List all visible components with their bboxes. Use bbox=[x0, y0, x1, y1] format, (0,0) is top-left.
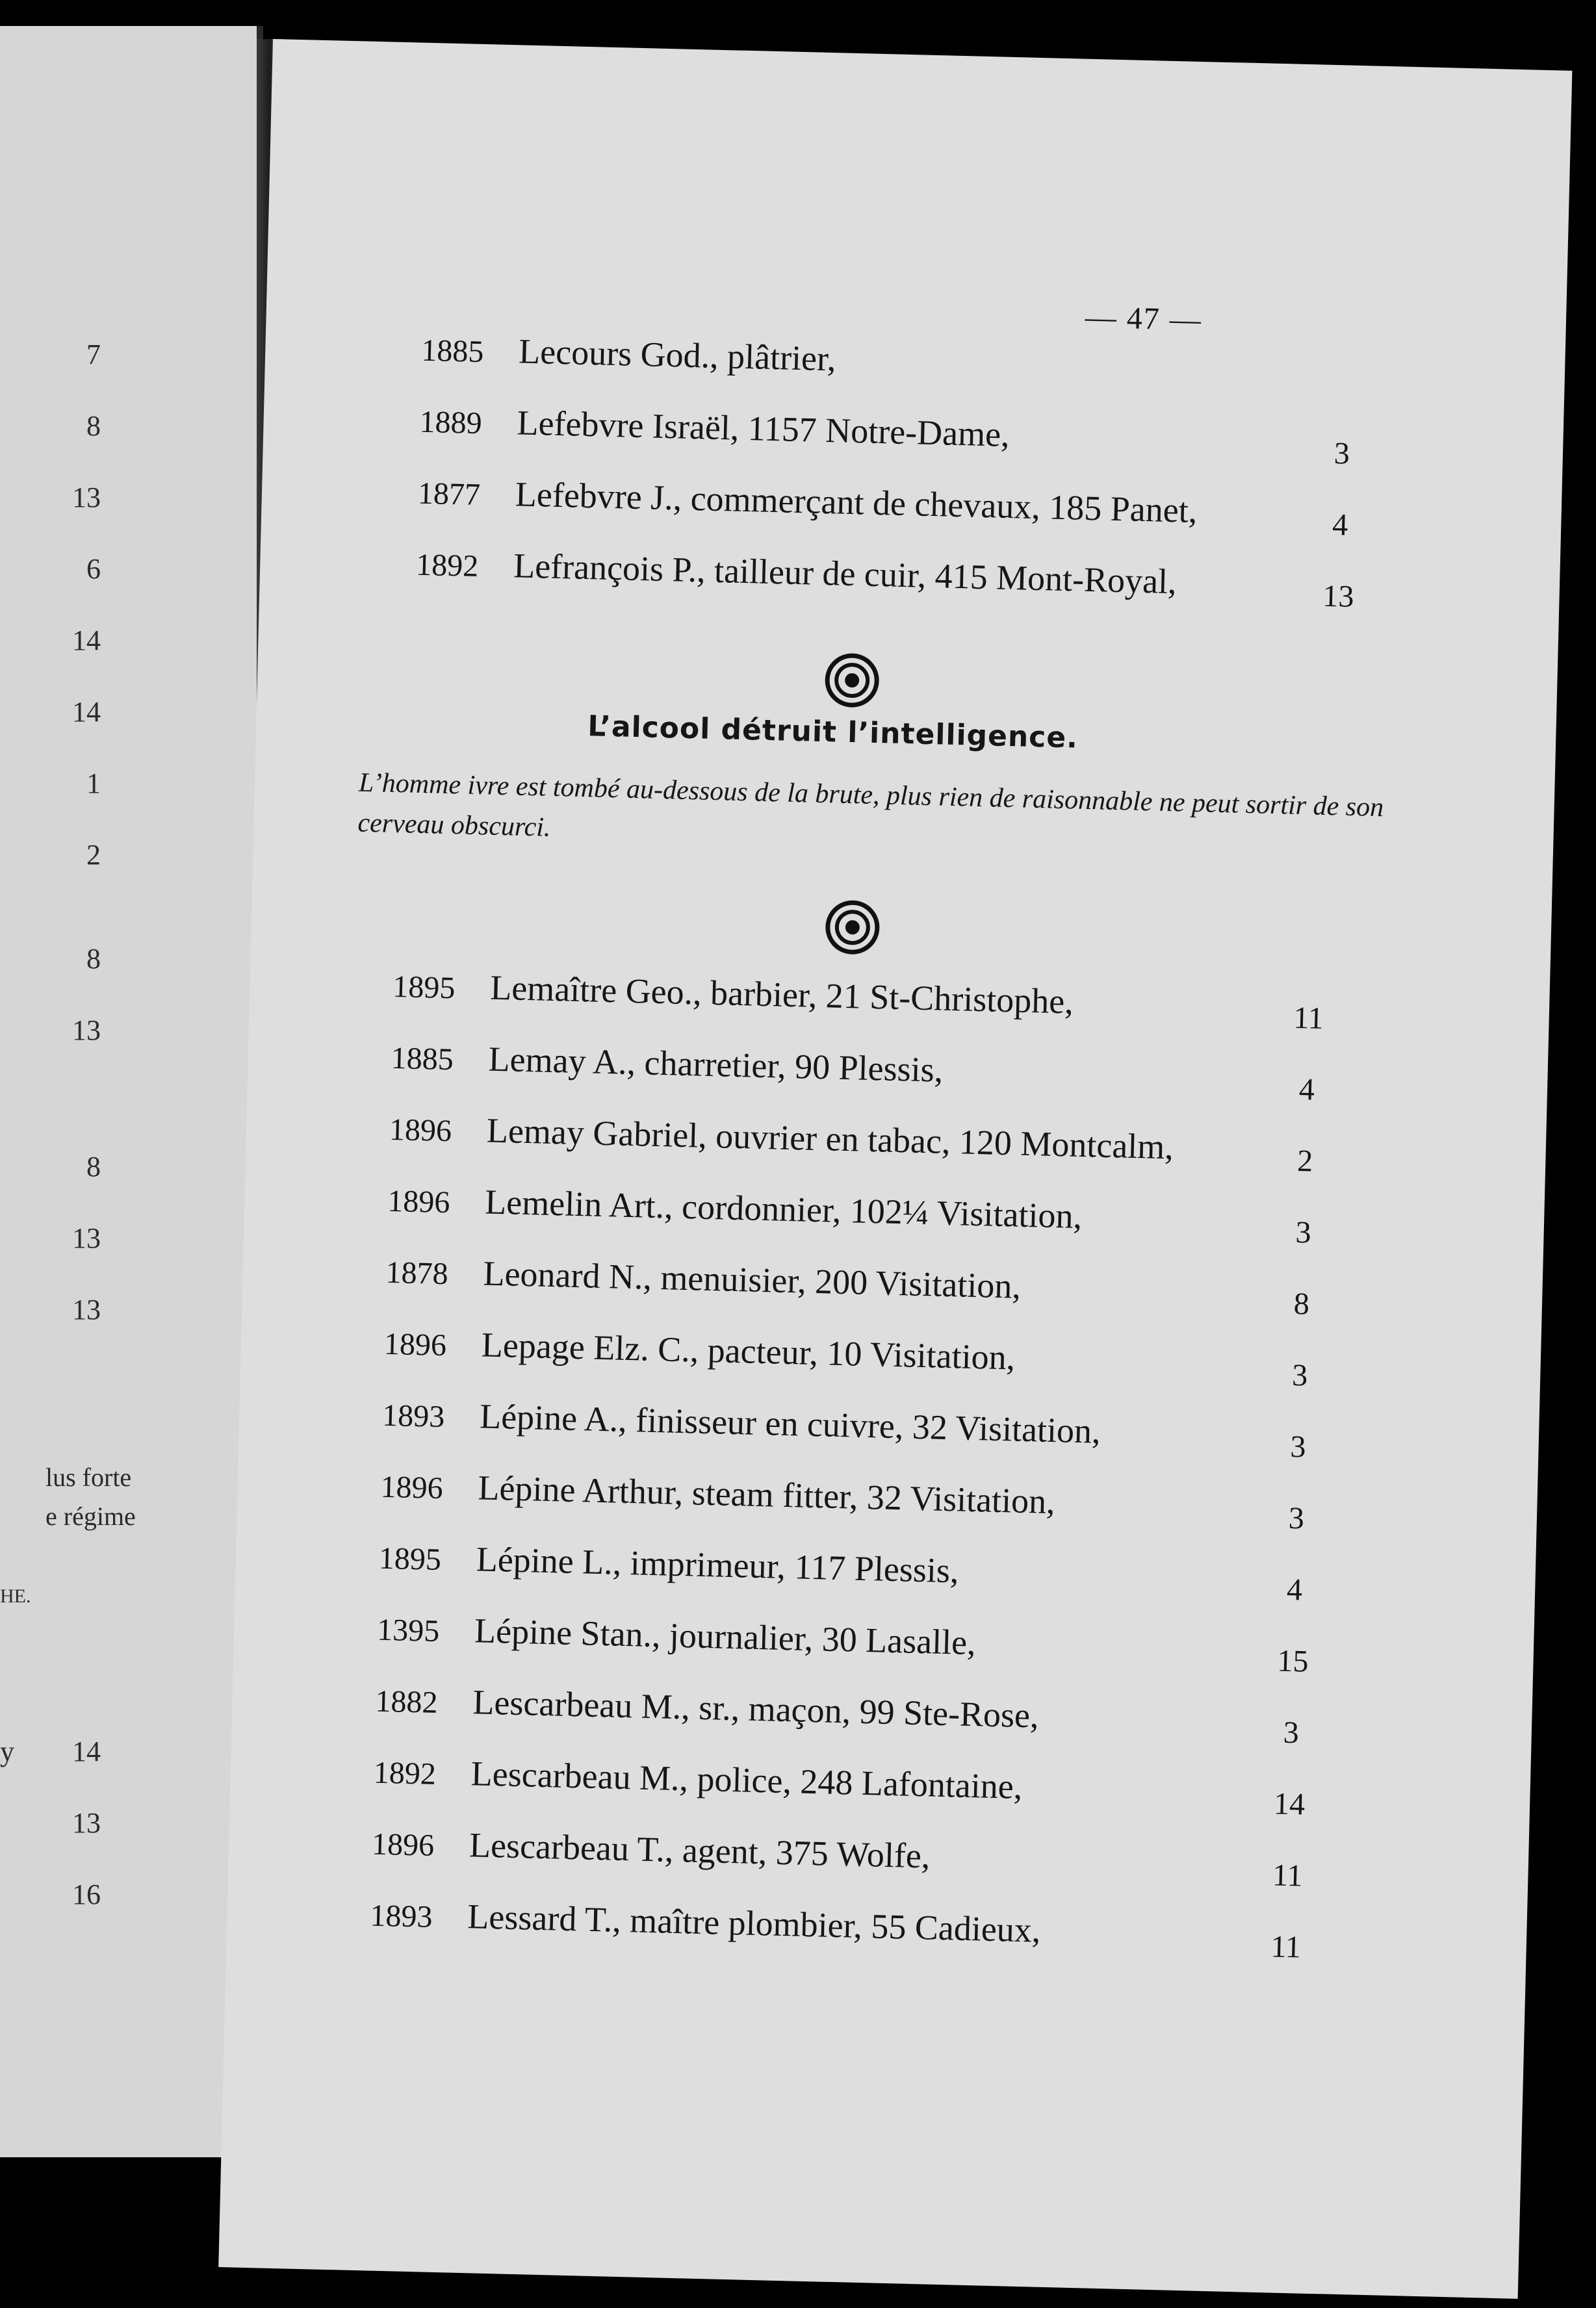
entry-count: 14 bbox=[1273, 1786, 1306, 1822]
entry-text: Lepage Elz. C., pacteur, 10 Visitation, bbox=[481, 1325, 1016, 1378]
entry-row bbox=[416, 543, 1178, 602]
entry-text: Lefebvre J., commerçant de chevaux, 185 Panet, bbox=[515, 474, 1198, 530]
entry-row bbox=[377, 1608, 977, 1663]
left-fragment: e régime bbox=[45, 1502, 136, 1531]
entry-count: 11 bbox=[1293, 1000, 1324, 1036]
entry-year: 1889 bbox=[419, 404, 483, 441]
entry-row bbox=[385, 1251, 1022, 1307]
left-page-number: 13 bbox=[72, 1014, 101, 1046]
left-page-number: 8 bbox=[86, 410, 101, 442]
left-page-number: 14 bbox=[72, 624, 101, 656]
entry-text: Lefrançois P., tailleur de cuir, 415 Mont-Royal, bbox=[513, 546, 1178, 602]
entry-row bbox=[419, 400, 1010, 455]
entry-count: 3 bbox=[1333, 436, 1350, 471]
entry-count: 3 bbox=[1291, 1357, 1308, 1393]
entry-row bbox=[387, 1179, 1083, 1237]
main-page bbox=[218, 39, 1572, 2299]
entry-text: Lefebvre Israël, 1157 Notre-Dame, bbox=[516, 403, 1010, 454]
left-page-number: 6 bbox=[86, 553, 101, 585]
entry-count: 4 bbox=[1298, 1072, 1315, 1107]
entry-count: 4 bbox=[1286, 1572, 1303, 1608]
entry-count: 11 bbox=[1272, 1858, 1304, 1893]
page-number: — 47 — bbox=[1085, 300, 1203, 338]
left-page-number: 13 bbox=[72, 481, 101, 513]
entry-count: 3 bbox=[1288, 1500, 1305, 1536]
entry-count: 3 bbox=[1294, 1215, 1312, 1250]
entry-year: 1893 bbox=[381, 1398, 445, 1435]
entry-text: Lecours God., plâtrier, bbox=[518, 331, 837, 379]
entry-text: Lépine L., imprimeur, 117 Plessis, bbox=[476, 1539, 960, 1591]
entry-text: Lemelin Art., cordonnier, 102¼ Visitation, bbox=[484, 1182, 1083, 1236]
entry-row bbox=[382, 1394, 1101, 1452]
left-page-number: 16 bbox=[72, 1878, 101, 1910]
left-fragment: lus forte bbox=[45, 1463, 132, 1492]
entry-row bbox=[373, 1751, 1023, 1807]
entry-year: 1892 bbox=[415, 547, 479, 583]
entry-row bbox=[380, 1465, 1055, 1522]
entry-text: Lemay A., charretier, 90 Plessis, bbox=[488, 1039, 944, 1090]
entry-year: 1896 bbox=[389, 1112, 452, 1149]
left-fragment: y bbox=[0, 1736, 14, 1767]
entry-year: 1877 bbox=[417, 476, 481, 512]
left-page-number: 14 bbox=[72, 696, 101, 728]
entry-text: Lépine Stan., journalier, 30 Lasalle, bbox=[474, 1611, 977, 1663]
left-page-number: 13 bbox=[72, 1807, 101, 1839]
entry-year: 1892 bbox=[373, 1755, 437, 1791]
entry-row bbox=[421, 329, 836, 379]
entry-row bbox=[417, 472, 1198, 531]
entry-count: 3 bbox=[1283, 1715, 1300, 1750]
entry-text: Lessard T., maître plombier, 55 Cadieux, bbox=[467, 1897, 1042, 1950]
left-page-number: 13 bbox=[72, 1222, 101, 1254]
left-page-number: 2 bbox=[86, 839, 101, 871]
left-page-number: 7 bbox=[86, 339, 101, 370]
left-page-number: 8 bbox=[86, 943, 101, 975]
entry-row bbox=[389, 1108, 1174, 1167]
entry-text: Lépine Arthur, steam fitter, 32 Visitation, bbox=[477, 1468, 1056, 1522]
entry-row bbox=[370, 1894, 1041, 1951]
entry-text: Lépine A., finisseur en cuivre, 32 Visitation, bbox=[479, 1396, 1101, 1451]
entry-text: Lemaître Geo., barbier, 21 St-Christophe, bbox=[489, 968, 1074, 1021]
entry-year: 1885 bbox=[420, 333, 484, 370]
spiral-ornament-icon bbox=[823, 897, 882, 957]
entry-count: 13 bbox=[1322, 578, 1355, 614]
entry-year: 1885 bbox=[391, 1040, 454, 1077]
spiral-ornament-icon bbox=[822, 650, 882, 710]
entry-text: Lescarbeau M., sr., maçon, 99 Ste-Rose, bbox=[472, 1682, 1040, 1736]
left-page-number: 13 bbox=[72, 1294, 101, 1326]
left-page-number: 8 bbox=[86, 1151, 101, 1183]
entry-row bbox=[393, 965, 1074, 1022]
entry-row bbox=[371, 1823, 931, 1877]
entry-text: Lemay Gabriel, ouvrier en tabac, 120 Montcalm, bbox=[486, 1110, 1174, 1167]
entry-row bbox=[383, 1322, 1016, 1378]
motto-text: L’homme ivre est tombé au-dessous de la brute, plus rien de raisonnable ne peut sortir de son cerveau obscurci. bbox=[357, 767, 1384, 843]
motto-title: L’alcool détruit l’intelligence. bbox=[587, 710, 1079, 755]
left-fragment: HE. bbox=[0, 1585, 31, 1607]
entry-year: 1882 bbox=[374, 1684, 439, 1720]
entry-count: 3 bbox=[1289, 1429, 1307, 1465]
left-page bbox=[0, 26, 263, 2157]
entry-count: 2 bbox=[1296, 1144, 1313, 1179]
entry-year: 1896 bbox=[380, 1469, 444, 1506]
entry-row bbox=[375, 1680, 1039, 1736]
entry-year: 1896 bbox=[387, 1183, 450, 1220]
entry-row bbox=[378, 1537, 959, 1591]
entry-count: 11 bbox=[1270, 1929, 1302, 1965]
entry-year: 1895 bbox=[392, 969, 456, 1006]
entry-text: Lescarbeau M., police, 248 Lafontaine, bbox=[470, 1754, 1023, 1806]
left-page-number: 1 bbox=[86, 767, 101, 799]
entry-year: 1896 bbox=[371, 1827, 435, 1863]
entry-year: 1895 bbox=[378, 1541, 442, 1578]
entry-count: 15 bbox=[1276, 1643, 1309, 1679]
left-page-number: 14 bbox=[72, 1736, 101, 1767]
entry-year: 1893 bbox=[369, 1898, 433, 1934]
entry-year: 1878 bbox=[385, 1255, 449, 1292]
entry-year: 1896 bbox=[383, 1326, 447, 1363]
entry-count: 4 bbox=[1332, 507, 1348, 543]
entry-year: 1395 bbox=[376, 1612, 440, 1648]
entry-text: Leonard N., menuisier, 200 Visitation, bbox=[482, 1253, 1022, 1306]
entry-text: Lescarbeau T., agent, 375 Wolfe, bbox=[469, 1825, 931, 1876]
entry-row bbox=[391, 1036, 944, 1090]
entry-count: 8 bbox=[1293, 1286, 1310, 1322]
